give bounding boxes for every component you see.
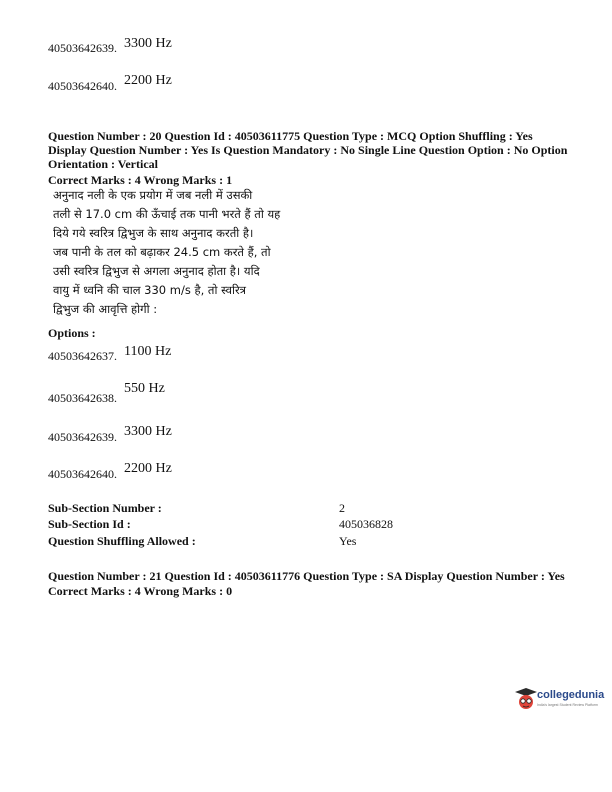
logo-tagline: India's largest Student Review Platform bbox=[537, 703, 598, 707]
option-2-id: 40503642638. bbox=[48, 391, 117, 405]
q20-header-line1: Question Number : 20 Question Id : 40503611775 Question Type : MCQ Option Shuffling : Yes bbox=[48, 129, 533, 143]
option-2-value: 550 Hz bbox=[124, 381, 165, 396]
option-4-value: 2200 Hz bbox=[124, 461, 172, 476]
option-1-id: 40503642637. bbox=[48, 349, 117, 363]
q20-marks: Correct Marks : 4 Wrong Marks : 1 bbox=[48, 173, 233, 187]
option-3-id: 40503642639. bbox=[48, 430, 117, 444]
question-shuffling-label: Question Shuffling Allowed : bbox=[48, 534, 196, 548]
collegedunia-logo bbox=[515, 686, 605, 716]
question-line: जब पानी के तल को बढ़ाकर 24.5 cm करते हैं, तो bbox=[53, 245, 271, 259]
subsection-id-value: 405036828 bbox=[339, 517, 393, 531]
q21-header-line1: Question Number : 21 Question Id : 40503611776 Question Type : SA Display Question Number : Yes bbox=[48, 569, 565, 583]
q20-header-line2: Display Question Number : Yes Is Question Mandatory : No Single Line Question Option : No Option bbox=[48, 143, 568, 157]
question-line: द्विभुज की आवृत्ति होगी : bbox=[53, 302, 158, 316]
question-shuffling-value: Yes bbox=[339, 534, 357, 548]
question-line: वायु में ध्वनि की चाल 330 m/s है, तो स्वरित्र bbox=[53, 283, 246, 297]
options-label: Options : bbox=[48, 326, 96, 340]
q21-marks: Correct Marks : 4 Wrong Marks : 0 bbox=[48, 584, 233, 598]
top-option-2-value: 2200 Hz bbox=[124, 73, 172, 88]
question-line: अनुनाद नली के एक प्रयोग में जब नली में उसकी bbox=[53, 188, 253, 202]
top-option-1-value: 3300 Hz bbox=[124, 36, 172, 51]
subsection-id-label: Sub-Section Id : bbox=[48, 517, 131, 531]
top-option-1-id: 40503642639. bbox=[48, 41, 117, 55]
q20-header-line3: Orientation : Vertical bbox=[48, 157, 158, 171]
subsection-number-value: 2 bbox=[339, 501, 345, 515]
q20-question-text bbox=[53, 186, 280, 319]
logo-text: collegedunia bbox=[537, 689, 605, 701]
question-line: तली से 17.0 cm की ऊँचाई तक पानी भरते हैं तो यह bbox=[53, 207, 281, 221]
mascot-icon bbox=[515, 688, 537, 712]
question-line: उसी स्वरित्र द्विभुज से अगला अनुनाद होता है। यदि bbox=[53, 264, 260, 278]
subsection-number-label: Sub-Section Number : bbox=[48, 501, 162, 515]
option-4-id: 40503642640. bbox=[48, 467, 117, 481]
top-option-2-id: 40503642640. bbox=[48, 79, 117, 93]
option-3-value: 3300 Hz bbox=[124, 424, 172, 439]
question-line: दिये गये स्वरित्र द्विभुज के साथ अनुनाद करती है। bbox=[53, 226, 254, 240]
option-1-value: 1100 Hz bbox=[124, 344, 172, 359]
